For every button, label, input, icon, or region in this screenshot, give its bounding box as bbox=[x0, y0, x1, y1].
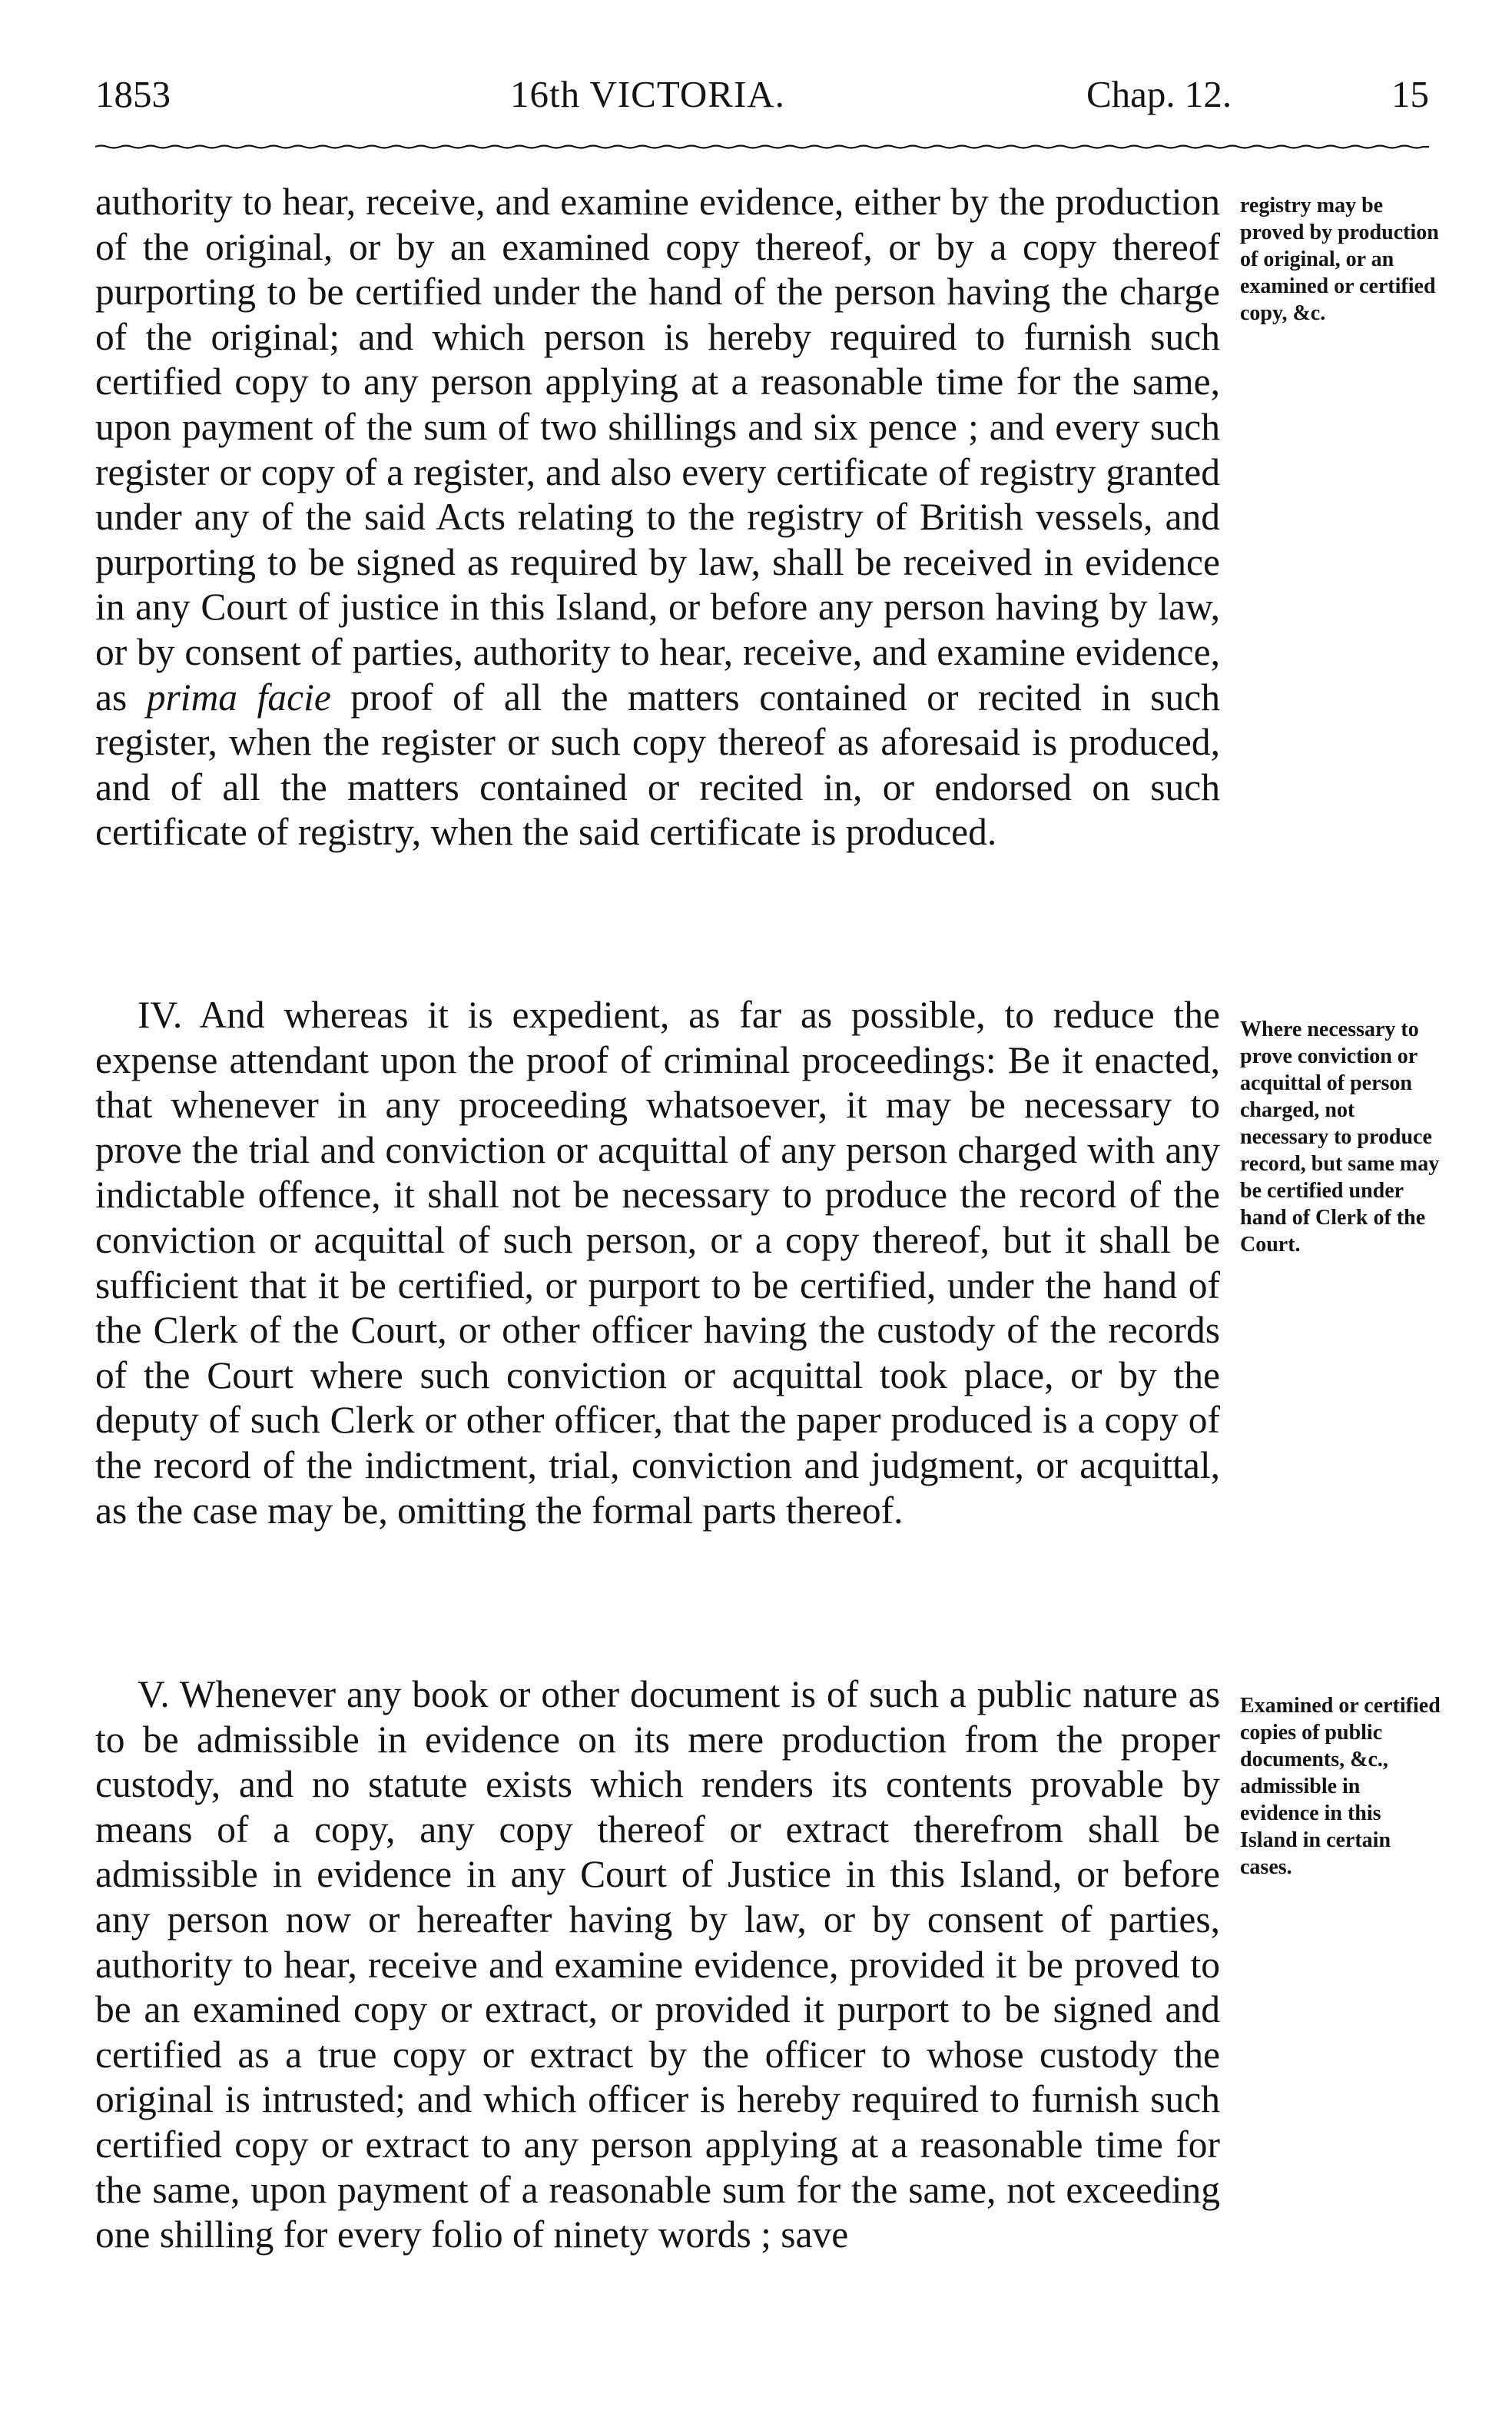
marginal-note-registry: registry may be proved by production of original, or an examined or certified copy, &c. bbox=[1240, 194, 1439, 325]
section-v bbox=[95, 1672, 1220, 2258]
header-title: 16th VICTORIA. bbox=[510, 73, 785, 115]
paragraph-text: authority to hear, receive, and examine evidence, either by the production of the original, or by an examined copy thereof, or by a copy thereof purporting to be certified under the hand of the person having the charge of the original; and which person is hereby required to furnish such certified copy to any person applying at a reasonable time for the same, upon payment of the sum of two shillings and six pence ; and every such register or copy of a register, and also every certificate of registry granted under any of the said Acts relating to the registry of British vessels, and purporting to be signed as required by law, shall be received in evidence in any Court of justice in this Island, or before any person having by law, or by consent of parties, authority to hear, receive, and examine evidence, as prima facie proof of all the matters contained or recited in such register, when the register or such copy thereof as aforesaid is produced, and of all the matters contained or recited in, or endorsed on such certificate of registry, when the said certificate is produced. bbox=[95, 181, 1221, 854]
marginal-note-public-documents: Examined or certified copies of public documents, &c., admissible in evidence in this Island in certain cases. bbox=[1240, 1694, 1441, 1879]
section-iv-text: IV. And whereas it is expedient, as far as possible, to reduce the expense attendant upon the proof of criminal proceedings: Be it enacted, that whenever in any proceeding whatsoever, it may be necessary to prove the trial and conviction or acquittal of any person charged with any indictable offence, it shall not be necessary to produce the record of the conviction or acquittal of such person, or a copy thereof, but it shall be sufficient that it be certified, or purport to be certified, under the hand of the Clerk of the Court, or other officer having the custody of the records of the Court where such conviction or acquittal took place, or by the deputy of such Clerk or other officer, that the paper produced is a copy of the record of the indictment, trial, conviction and judgment, or acquittal, as the case may be, omitting the formal parts thereof. bbox=[95, 994, 1220, 1532]
paragraph-continuation bbox=[95, 180, 1220, 855]
italic-phrase: prima facie bbox=[146, 676, 331, 719]
running-head bbox=[95, 68, 1429, 121]
section-iv bbox=[95, 993, 1220, 1533]
section-v-text: V. Whenever any book or other document is of such a public nature as to be admissible in evidence on its mere production from the proper custody, and no statute exists which renders its contents provable by means of a copy, any copy thereof or extract therefrom shall be admissible in evidence in any Court of Justice in this Island, or before any person now or hereafter having by law, or by consent of parties, authority to hear, receive and examine evidence, provided it be proved to be an examined copy or extract, or provided it purport to be signed and certified as a true copy or extract by the officer to whose custody the original is intrusted; and which officer is hereby required to furnish such certified copy or extract to any person applying at a reasonable time for the same, upon payment of a reasonable sum for the same, not exceeding one shilling for every folio of ninety words ; save bbox=[95, 1673, 1220, 2256]
header-chapter: Chap. 12. bbox=[1086, 73, 1232, 115]
header-year: 1853 bbox=[95, 73, 171, 115]
page-number: 15 bbox=[1391, 73, 1429, 115]
marginal-note-conviction: Where necessary to prove conviction or acquittal of person charged, not necessary to produce record, but same may be certified under hand of Clerk of the Court. bbox=[1240, 1018, 1440, 1257]
header-rule bbox=[95, 144, 1429, 149]
